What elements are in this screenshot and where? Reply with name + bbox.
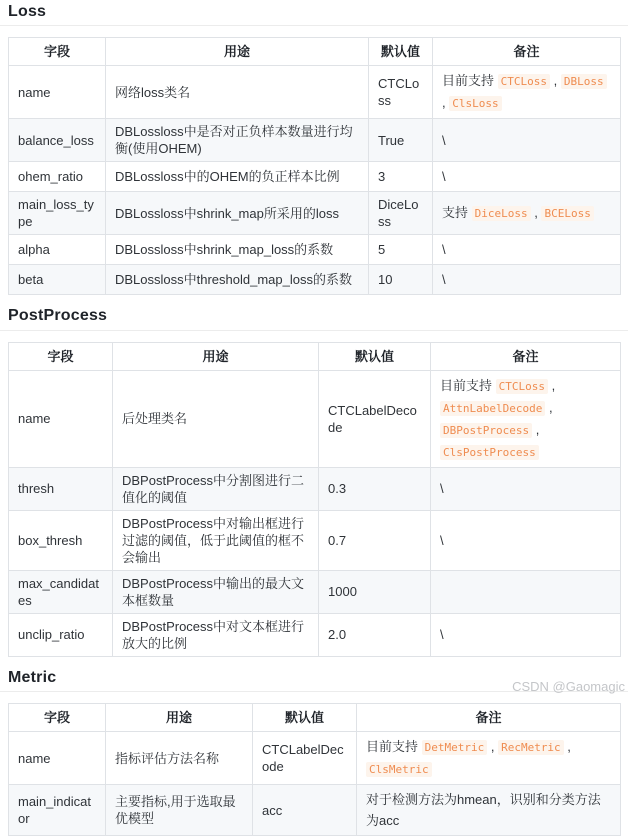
cell-field: box_thresh — [9, 510, 113, 570]
section-metric — [0, 669, 628, 836]
section-title-metric: Metric — [8, 668, 57, 686]
inline-code: DetMetric — [422, 740, 488, 755]
inline-code: CTCLoss — [498, 74, 550, 89]
cell-usage: DBPostProcess中对文本框进行放大的比例 — [113, 613, 319, 656]
cell-remark: 目前支持 DetMetric , RecMetric , ClsMetric — [357, 732, 621, 785]
cell-default: 3 — [369, 162, 433, 192]
section-loss — [0, 0, 628, 295]
cell-default: 0.7 — [319, 510, 431, 570]
inline-code: RecMetric — [498, 740, 564, 755]
cell-usage: 后处理类名 — [113, 370, 319, 467]
cell-default: DiceLoss — [369, 192, 433, 235]
cell-remark: 对于检测方法为hmean，识别和分类方法为acc — [357, 785, 621, 836]
cell-field: balance_loss — [9, 119, 106, 162]
cell-usage: DBLossloss中shrink_map_loss的系数 — [106, 235, 369, 265]
section-title-loss: Loss — [8, 3, 47, 20]
table-row — [9, 510, 621, 570]
cell-default: CTCLoss — [369, 66, 433, 119]
cell-usage: DBLossloss中是否对正负样本数量进行均衡(使用OHEM) — [106, 119, 369, 162]
cell-usage: DBLossloss中shrink_map所采用的loss — [106, 192, 369, 235]
section-title-postprocess: PostProcess — [8, 307, 108, 325]
cell-default: 0.3 — [319, 467, 431, 510]
cell-remark: \ — [433, 235, 621, 265]
column-header: 备注 — [433, 38, 621, 66]
cell-usage: DBPostProcess中分割图进行二值化的阈值 — [113, 467, 319, 510]
table-row — [9, 370, 621, 467]
cell-remark: \ — [431, 510, 621, 570]
postprocess-table — [8, 342, 621, 657]
header-row — [9, 704, 621, 732]
metric-table — [8, 703, 621, 836]
table-row — [9, 162, 621, 192]
title-underline — [0, 330, 628, 331]
inline-code: ClsPostProcess — [440, 445, 539, 460]
section-postprocess — [0, 307, 628, 656]
table-row — [9, 732, 621, 785]
table-row — [9, 467, 621, 510]
column-header: 默认值 — [369, 38, 433, 66]
column-header: 字段 — [9, 704, 106, 732]
cell-remark: \ — [431, 613, 621, 656]
inline-code: ClsLoss — [449, 96, 501, 111]
inline-code: AttnLabelDecode — [440, 401, 545, 416]
table-row — [9, 265, 621, 295]
table-row — [9, 235, 621, 265]
cell-field: main_loss_type — [9, 192, 106, 235]
column-header: 默认值 — [253, 704, 357, 732]
cell-field: max_candidates — [9, 570, 113, 613]
cell-remark: \ — [431, 467, 621, 510]
inline-code: ClsMetric — [366, 762, 432, 777]
cell-field: beta — [9, 265, 106, 295]
inline-code: DBPostProcess — [440, 423, 532, 438]
cell-default: True — [369, 119, 433, 162]
cell-default: acc — [253, 785, 357, 836]
csdn-watermark: CSDN @Gaomagic — [512, 679, 625, 694]
table-row — [9, 66, 621, 119]
column-header: 字段 — [9, 38, 106, 66]
cell-default: 10 — [369, 265, 433, 295]
table-row — [9, 192, 621, 235]
table-row — [9, 785, 621, 836]
cell-usage: DBPostProcess中对输出框进行过滤的阈值，低于此阈值的框不会输出 — [113, 510, 319, 570]
cell-usage: DBPostProcess中输出的最大文本框数量 — [113, 570, 319, 613]
header-row — [9, 342, 621, 370]
cell-default: 5 — [369, 235, 433, 265]
column-header: 用途 — [106, 38, 369, 66]
cell-field: main_indicator — [9, 785, 106, 836]
table-row — [9, 570, 621, 613]
cell-field: name — [9, 66, 106, 119]
cell-remark: \ — [433, 119, 621, 162]
cell-field: name — [9, 370, 113, 467]
inline-code: DBLoss — [561, 74, 607, 89]
cell-default: CTCLabelDecode — [319, 370, 431, 467]
cell-remark: 支持 DiceLoss , BCELoss — [433, 192, 621, 235]
column-header: 用途 — [106, 704, 253, 732]
column-header: 备注 — [357, 704, 621, 732]
cell-default: 2.0 — [319, 613, 431, 656]
cell-usage: 指标评估方法名称 — [106, 732, 253, 785]
table-row — [9, 119, 621, 162]
cell-remark: \ — [433, 162, 621, 192]
cell-field: name — [9, 732, 106, 785]
inline-code: CTCLoss — [496, 379, 548, 394]
table-row — [9, 613, 621, 656]
cell-field: thresh — [9, 467, 113, 510]
title-underline — [0, 25, 628, 26]
inline-code: DiceLoss — [472, 206, 531, 221]
cell-field: alpha — [9, 235, 106, 265]
cell-remark: 目前支持 CTCLoss , AttnLabelDecode , DBPostProcess , ClsPostProcess — [431, 370, 621, 467]
cell-remark — [431, 570, 621, 613]
cell-field: unclip_ratio — [9, 613, 113, 656]
cell-usage: DBLossloss中threshold_map_loss的系数 — [106, 265, 369, 295]
cell-usage: DBLossloss中的OHEM的负正样本比例 — [106, 162, 369, 192]
loss-table — [8, 37, 621, 295]
column-header: 字段 — [9, 342, 113, 370]
header-row — [9, 38, 621, 66]
cell-usage: 网络loss类名 — [106, 66, 369, 119]
cell-default: CTCLabelDecode — [253, 732, 357, 785]
cell-default: 1000 — [319, 570, 431, 613]
column-header: 默认值 — [319, 342, 431, 370]
column-header: 备注 — [431, 342, 621, 370]
cell-remark: 目前支持 CTCLoss , DBLoss , ClsLoss — [433, 66, 621, 119]
cell-field: ohem_ratio — [9, 162, 106, 192]
inline-code: BCELoss — [541, 206, 593, 221]
cell-remark: \ — [433, 265, 621, 295]
title-underline — [0, 691, 628, 692]
column-header: 用途 — [113, 342, 319, 370]
cell-usage: 主要指标,用于选取最优模型 — [106, 785, 253, 836]
